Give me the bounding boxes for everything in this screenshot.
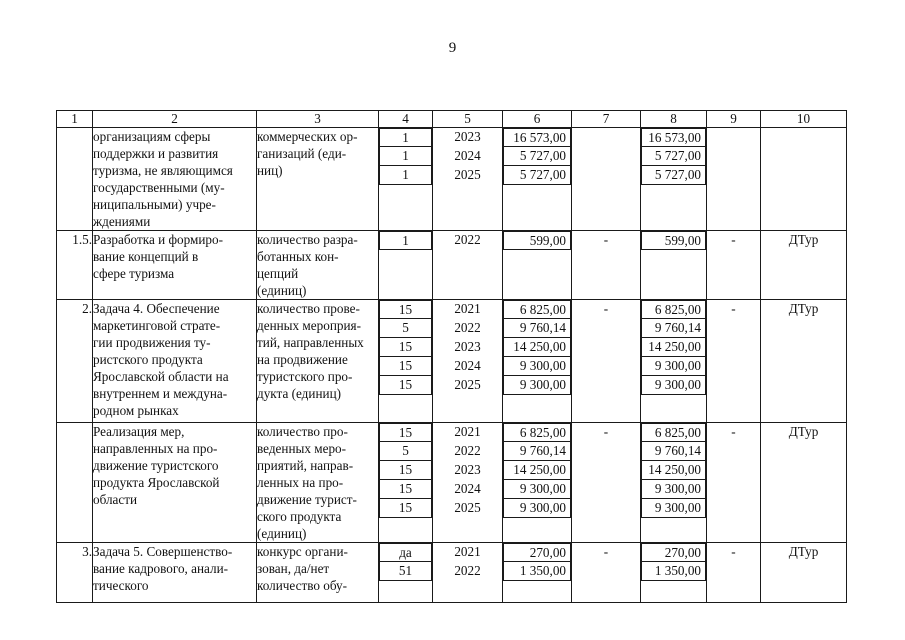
- amount-cell: [503, 128, 572, 231]
- total-amount: 16 573,00: [641, 128, 706, 147]
- indicator-value: 51: [379, 562, 432, 581]
- year-cell: [433, 231, 503, 300]
- year: 2021: [454, 424, 481, 439]
- amount: 5 727,00: [503, 147, 571, 166]
- row-number: [57, 423, 93, 543]
- year-cell: [433, 543, 503, 603]
- header-cell: 4: [379, 111, 433, 128]
- col9-value: -: [707, 231, 761, 300]
- amount-cell: [503, 423, 572, 543]
- indicator-value-cell: [379, 128, 433, 231]
- amount-cell: [503, 231, 572, 300]
- total-amount: 9 300,00: [641, 357, 706, 376]
- activity-name: Задача 5. Совершенство- вание кадрового, анали- тического: [93, 543, 257, 603]
- total-amount-cell: [641, 543, 707, 603]
- header-cell: 6: [503, 111, 572, 128]
- col7-value: -: [572, 231, 641, 300]
- header-cell: 2: [93, 111, 257, 128]
- amount-cell: [503, 543, 572, 603]
- year: 2023: [454, 462, 481, 477]
- indicator-name: конкурс органи- зован, да/нет количество обу-: [257, 543, 379, 603]
- executor: ДТур: [761, 231, 847, 300]
- row-number: [57, 128, 93, 231]
- indicator-value-cell: [379, 543, 433, 603]
- amount: 16 573,00: [503, 128, 571, 147]
- row-number: 2.: [57, 300, 93, 423]
- amount: 6 825,00: [503, 300, 571, 319]
- indicator-value-cell: [379, 231, 433, 300]
- year: 2025: [454, 377, 481, 392]
- col7-value: -: [572, 543, 641, 603]
- amount: 9 300,00: [503, 376, 571, 395]
- table-body: [57, 128, 847, 603]
- total-amount: 5 727,00: [641, 166, 706, 185]
- amount: 14 250,00: [503, 461, 571, 480]
- year: 2023: [454, 129, 481, 144]
- header-cell: 10: [761, 111, 847, 128]
- total-amount-cell: [641, 423, 707, 543]
- year: 2021: [454, 544, 481, 559]
- amount: 599,00: [503, 231, 571, 250]
- year: 2024: [454, 481, 481, 496]
- amount: 9 760,14: [503, 319, 571, 338]
- executor: ДТур: [761, 423, 847, 543]
- table-row: [57, 423, 847, 543]
- indicator-name: количество прове- денных мероприя- тий, направленных на продвижение туристского про- дукта (единиц): [257, 300, 379, 423]
- year: 2024: [454, 358, 481, 373]
- header-cell: 7: [572, 111, 641, 128]
- col9-value: [707, 128, 761, 231]
- header-cell: 5: [433, 111, 503, 128]
- indicator-value: 15: [379, 376, 432, 395]
- total-amount: 9 300,00: [641, 499, 706, 518]
- activity-name: Реализация мер, направленных на про- движение туристского продукта Ярославской области: [93, 423, 257, 543]
- header-cell: 3: [257, 111, 379, 128]
- header-cell: 8: [641, 111, 707, 128]
- year-cell: [433, 300, 503, 423]
- total-amount: 6 825,00: [641, 423, 706, 442]
- table-row: [57, 543, 847, 603]
- indicator-value-cell: [379, 423, 433, 543]
- col9-value: -: [707, 423, 761, 543]
- indicator-value: 5: [379, 319, 432, 338]
- year: 2022: [454, 320, 481, 335]
- indicator-value: 15: [379, 300, 432, 319]
- amount-cell: [503, 300, 572, 423]
- col9-value: -: [707, 300, 761, 423]
- amount: 9 760,14: [503, 442, 571, 461]
- year: 2022: [454, 563, 481, 578]
- executor: ДТур: [761, 300, 847, 423]
- executor: [761, 128, 847, 231]
- total-amount: 6 825,00: [641, 300, 706, 319]
- total-amount: 1 350,00: [641, 562, 706, 581]
- row-number: 1.5.: [57, 231, 93, 300]
- col7-value: -: [572, 423, 641, 543]
- amount: 9 300,00: [503, 499, 571, 518]
- program-table: [56, 110, 847, 603]
- indicator-value-cell: [379, 300, 433, 423]
- year-cell: [433, 423, 503, 543]
- total-amount: 5 727,00: [641, 147, 706, 166]
- year-cell: [433, 128, 503, 231]
- indicator-value: 15: [379, 423, 432, 442]
- col7-value: [572, 128, 641, 231]
- total-amount-cell: [641, 128, 707, 231]
- col9-value: -: [707, 543, 761, 603]
- total-amount: 9 760,14: [641, 442, 706, 461]
- indicator-value: 1: [379, 166, 432, 185]
- indicator-name: количество про- веденных меро- приятий, направ- ленных на про- движение турист- ского продукта (единиц): [257, 423, 379, 543]
- total-amount: 9 300,00: [641, 376, 706, 395]
- header-cell: 1: [57, 111, 93, 128]
- activity-name: Разработка и формиро- вание концепций в сфере туризма: [93, 231, 257, 300]
- indicator-value: да: [379, 543, 432, 562]
- year: 2021: [454, 301, 481, 316]
- total-amount-cell: [641, 231, 707, 300]
- indicator-name: количество разра- ботанных кон- цепций (единиц): [257, 231, 379, 300]
- indicator-value: 15: [379, 357, 432, 376]
- total-amount-cell: [641, 300, 707, 423]
- amount: 270,00: [503, 543, 571, 562]
- total-amount: 14 250,00: [641, 461, 706, 480]
- activity-name: Задача 4. Обеспечение маркетинговой страте- гии продвижения ту- ристского продукта Ярославской области на внутреннем и междуна- родном рынках: [93, 300, 257, 423]
- amount: 9 300,00: [503, 357, 571, 376]
- row-number: 3.: [57, 543, 93, 603]
- indicator-name: коммерческих ор- ганизаций (еди- ниц): [257, 128, 379, 231]
- indicator-value: 1: [379, 128, 432, 147]
- year: 2025: [454, 500, 481, 515]
- page-number: 9: [448, 40, 457, 56]
- year: 2022: [454, 443, 481, 458]
- executor: ДТур: [761, 543, 847, 603]
- indicator-value: 15: [379, 338, 432, 357]
- col7-value: -: [572, 300, 641, 423]
- header-row: [57, 111, 847, 128]
- amount: 1 350,00: [503, 562, 571, 581]
- table-row: [57, 300, 847, 423]
- amount: 5 727,00: [503, 166, 571, 185]
- header-cell: 9: [707, 111, 761, 128]
- indicator-value: 5: [379, 442, 432, 461]
- indicator-value: 1: [379, 147, 432, 166]
- indicator-value: 15: [379, 461, 432, 480]
- indicator-value: 15: [379, 499, 432, 518]
- table-row: [57, 128, 847, 231]
- total-amount: 14 250,00: [641, 338, 706, 357]
- activity-name: организациям сферы поддержки и развития туризма, не являющимся государственными (му- ниципальными) учре- ждениями: [93, 128, 257, 231]
- table-row: [57, 231, 847, 300]
- amount: 9 300,00: [503, 480, 571, 499]
- year: 2024: [454, 148, 481, 163]
- amount: 14 250,00: [503, 338, 571, 357]
- year: 2025: [454, 167, 481, 182]
- total-amount: 599,00: [641, 231, 706, 250]
- total-amount: 9 760,14: [641, 319, 706, 338]
- indicator-value: 15: [379, 480, 432, 499]
- total-amount: 9 300,00: [641, 480, 706, 499]
- year: 2023: [454, 339, 481, 354]
- amount: 6 825,00: [503, 423, 571, 442]
- indicator-value: 1: [379, 231, 432, 250]
- year: 2022: [454, 232, 481, 247]
- total-amount: 270,00: [641, 543, 706, 562]
